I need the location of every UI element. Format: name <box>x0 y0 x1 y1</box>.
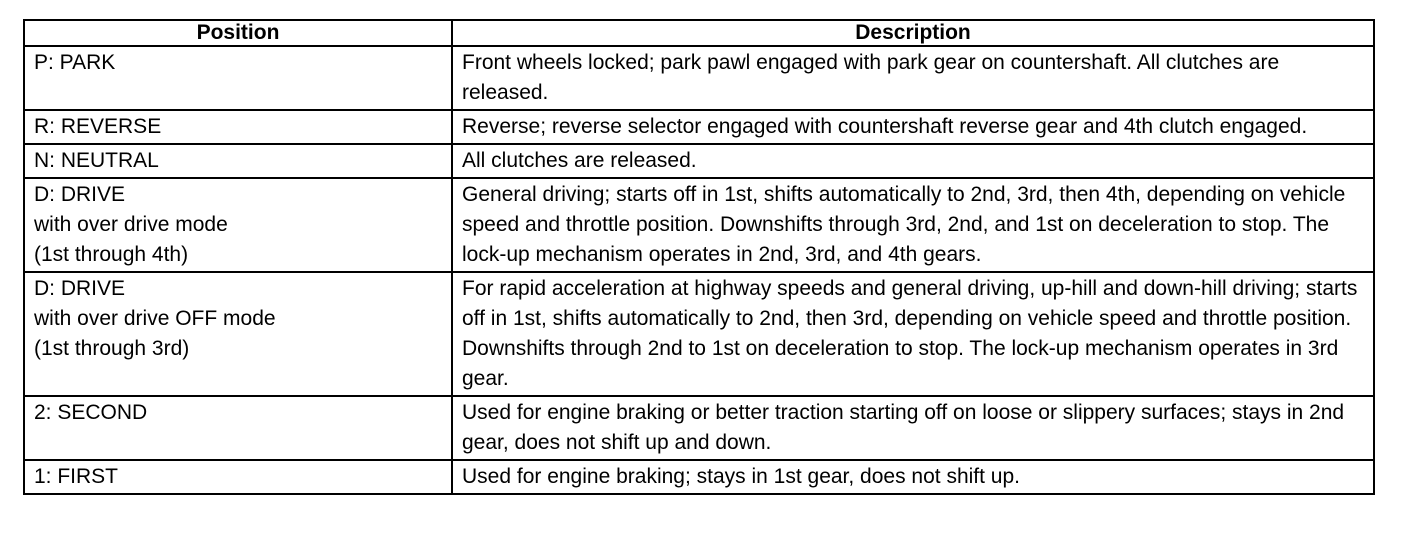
table-header-row <box>24 20 1374 46</box>
description-cell: Used for engine braking; stays in 1st gear, does not shift up. <box>452 460 1374 494</box>
position-cell: 1: FIRST <box>24 460 452 494</box>
description-cell: Used for engine braking or better traction starting off on loose or slippery surfaces; stays in 2nd gear, does not shift up and down. <box>452 396 1374 460</box>
description-cell: All clutches are released. <box>452 144 1374 178</box>
table-row <box>24 178 1374 272</box>
table-row <box>24 144 1374 178</box>
description-cell: Reverse; reverse selector engaged with countershaft reverse gear and 4th clutch engaged. <box>452 110 1374 144</box>
table-row <box>24 46 1374 110</box>
description-cell: General driving; starts off in 1st, shifts automatically to 2nd, 3rd, then 4th, depending on vehicle speed and throttle position. Downshifts through 3rd, 2nd, and 1st on deceleration to stop. The lock-up mechanism operates in 2nd, 3rd, and 4th gears. <box>452 178 1374 272</box>
table-row <box>24 460 1374 494</box>
position-cell: 2: SECOND <box>24 396 452 460</box>
position-cell: P: PARK <box>24 46 452 110</box>
table-row <box>24 110 1374 144</box>
gear-position-table <box>23 19 1375 495</box>
position-cell: R: REVERSE <box>24 110 452 144</box>
position-cell: N: NEUTRAL <box>24 144 452 178</box>
position-cell: D: DRIVE with over drive OFF mode (1st through 3rd) <box>24 272 452 396</box>
table-row <box>24 272 1374 396</box>
position-cell: D: DRIVE with over drive mode (1st through 4th) <box>24 178 452 272</box>
description-cell: For rapid acceleration at highway speeds and general driving, up-hill and down-hill driving; starts off in 1st, shifts automatically to 2nd, then 3rd, depending on vehicle speed and throttle position. Downshifts through 2nd to 1st on deceleration to stop. The lock-up mechanism operates in 3rd gear. <box>452 272 1374 396</box>
table-row <box>24 396 1374 460</box>
header-position: Position <box>24 20 452 46</box>
description-cell: Front wheels locked; park pawl engaged with park gear on countershaft. All clutches are released. <box>452 46 1374 110</box>
header-description: Description <box>452 20 1374 46</box>
